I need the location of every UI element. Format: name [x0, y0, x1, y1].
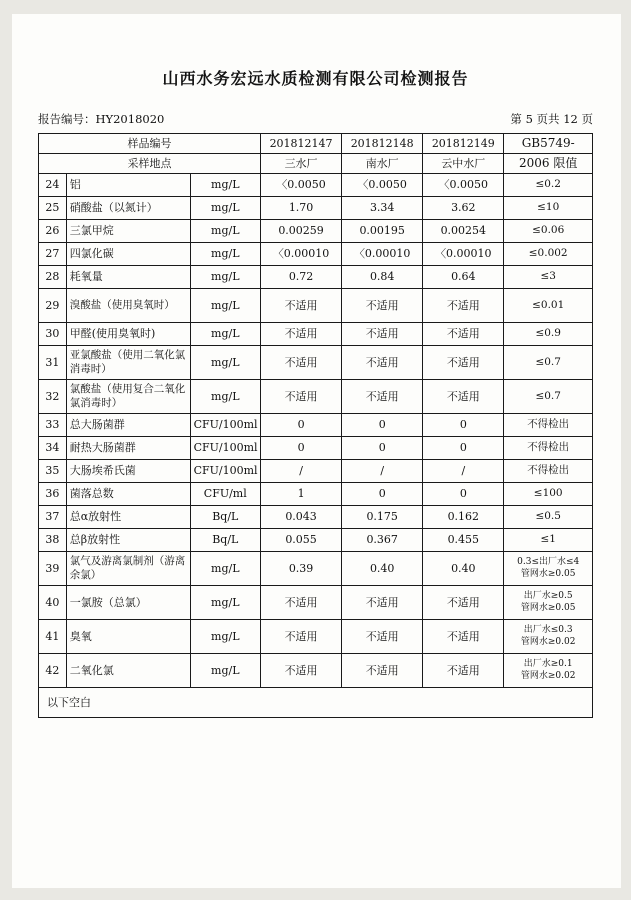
row-value-1: 〈0.0050	[342, 174, 423, 197]
row-unit: mg/L	[190, 552, 260, 586]
row-item-name: 大肠埃希氏菌	[66, 460, 190, 483]
row-value-1: 0.00195	[342, 220, 423, 243]
row-value-1: 3.34	[342, 197, 423, 220]
row-item-name: 耗氧量	[66, 266, 190, 289]
row-limit: ≤0.5	[504, 506, 593, 529]
row-item-name: 四氯化碳	[66, 243, 190, 266]
table-row	[39, 323, 593, 346]
row-value-1: 不适用	[342, 289, 423, 323]
row-value-1: 0	[342, 437, 423, 460]
row-value-2: 0.64	[423, 266, 504, 289]
row-unit: mg/L	[190, 266, 260, 289]
row-value-0: 不适用	[261, 289, 342, 323]
row-value-1: 0	[342, 414, 423, 437]
row-value-1: /	[342, 460, 423, 483]
header-sample-number-2: 201812149	[423, 134, 504, 154]
row-value-2: 不适用	[423, 620, 504, 654]
row-value-1: 不适用	[342, 380, 423, 414]
row-limit: 出厂水≥0.1 管网水≥0.02	[504, 654, 593, 688]
row-unit: CFU/ml	[190, 483, 260, 506]
report-number: 报告编号：HY2018020	[38, 112, 165, 126]
row-unit: mg/L	[190, 586, 260, 620]
row-limit: 不得检出	[504, 460, 593, 483]
row-value-0: 0.72	[261, 266, 342, 289]
table-row	[39, 654, 593, 688]
table-row	[39, 289, 593, 323]
row-item-name: 菌落总数	[66, 483, 190, 506]
row-value-0: 0.00259	[261, 220, 342, 243]
row-number: 33	[39, 414, 67, 437]
scan-edge-left	[0, 0, 12, 900]
row-value-2: 0	[423, 437, 504, 460]
row-item-name: 耐热大肠菌群	[66, 437, 190, 460]
scan-edge-right	[621, 0, 631, 900]
row-number: 26	[39, 220, 67, 243]
row-value-2: 不适用	[423, 380, 504, 414]
row-number: 35	[39, 460, 67, 483]
row-unit: Bq/L	[190, 506, 260, 529]
row-limit: ≤0.7	[504, 380, 593, 414]
header-limit-line2: 2006 限值	[504, 154, 593, 174]
row-value-0: 0	[261, 414, 342, 437]
row-value-2: 0.00254	[423, 220, 504, 243]
row-number: 30	[39, 323, 67, 346]
row-value-2: /	[423, 460, 504, 483]
row-number: 29	[39, 289, 67, 323]
row-value-0: 0.055	[261, 529, 342, 552]
row-value-1: 0	[342, 483, 423, 506]
header-sample-no-label: 样品编号	[39, 134, 261, 154]
blank-note: 以下空白	[38, 688, 593, 718]
row-value-2: 不适用	[423, 289, 504, 323]
row-item-name: 一氯胺（总氯）	[66, 586, 190, 620]
row-value-0: 0.39	[261, 552, 342, 586]
row-unit: mg/L	[190, 289, 260, 323]
row-number: 42	[39, 654, 67, 688]
row-value-2: 不适用	[423, 586, 504, 620]
table-header-row-sample	[39, 134, 593, 154]
row-limit: 出厂水≤0.3 管网水≥0.02	[504, 620, 593, 654]
row-item-name: 总大肠菌群	[66, 414, 190, 437]
row-limit: ≤0.01	[504, 289, 593, 323]
row-number: 32	[39, 380, 67, 414]
table-row	[39, 243, 593, 266]
row-unit: mg/L	[190, 174, 260, 197]
scan-edge-bottom	[0, 888, 631, 900]
row-limit: 不得检出	[504, 414, 593, 437]
table-row	[39, 220, 593, 243]
row-item-name: 硝酸盐（以氮计）	[66, 197, 190, 220]
row-value-0: 1.70	[261, 197, 342, 220]
row-item-name: 溴酸盐（使用臭氧时）	[66, 289, 190, 323]
row-unit: Bq/L	[190, 529, 260, 552]
table-row	[39, 529, 593, 552]
table-row	[39, 460, 593, 483]
row-value-2: 〈0.00010	[423, 243, 504, 266]
row-unit: CFU/100ml	[190, 460, 260, 483]
row-value-0: 0	[261, 437, 342, 460]
row-value-1: 不适用	[342, 654, 423, 688]
row-value-0: 不适用	[261, 586, 342, 620]
row-unit: CFU/100ml	[190, 414, 260, 437]
row-item-name: 甲醛(使用臭氧时)	[66, 323, 190, 346]
table-row	[39, 414, 593, 437]
header-sample-number-1: 201812148	[342, 134, 423, 154]
scan-edge-top	[0, 0, 631, 14]
row-unit: mg/L	[190, 323, 260, 346]
row-value-0: /	[261, 460, 342, 483]
row-limit: ≤0.002	[504, 243, 593, 266]
table-header-row-site	[39, 154, 593, 174]
row-unit: mg/L	[190, 243, 260, 266]
row-number: 36	[39, 483, 67, 506]
table-row	[39, 380, 593, 414]
row-item-name: 二氧化氯	[66, 654, 190, 688]
row-limit: ≤10	[504, 197, 593, 220]
row-limit: ≤0.06	[504, 220, 593, 243]
table-row	[39, 586, 593, 620]
row-value-0: 1	[261, 483, 342, 506]
row-number: 38	[39, 529, 67, 552]
row-value-1: 0.367	[342, 529, 423, 552]
row-limit: 不得检出	[504, 437, 593, 460]
row-item-name: 氯酸盐（使用复合二氧化氯消毒时）	[66, 380, 190, 414]
row-number: 37	[39, 506, 67, 529]
row-limit: ≤1	[504, 529, 593, 552]
row-value-0: 0.043	[261, 506, 342, 529]
row-value-2: 〈0.0050	[423, 174, 504, 197]
table-row	[39, 620, 593, 654]
row-value-0: 〈0.0050	[261, 174, 342, 197]
row-number: 28	[39, 266, 67, 289]
row-number: 34	[39, 437, 67, 460]
water-quality-table	[38, 133, 593, 688]
row-value-2: 0.162	[423, 506, 504, 529]
page-title: 山西水务宏远水质检测有限公司检测报告	[162, 69, 469, 88]
row-unit: mg/L	[190, 654, 260, 688]
row-number: 24	[39, 174, 67, 197]
row-item-name: 铝	[66, 174, 190, 197]
row-item-name: 三氯甲烷	[66, 220, 190, 243]
row-value-2: 不适用	[423, 323, 504, 346]
header-site-2: 云中水厂	[423, 154, 504, 174]
report-meta	[38, 111, 593, 127]
header-site-1: 南水厂	[342, 154, 423, 174]
row-value-2: 不适用	[423, 346, 504, 380]
row-value-2: 0	[423, 414, 504, 437]
row-value-1: 不适用	[342, 586, 423, 620]
row-unit: mg/L	[190, 220, 260, 243]
row-value-0: 不适用	[261, 346, 342, 380]
row-value-1: 0.175	[342, 506, 423, 529]
table-row	[39, 437, 593, 460]
row-value-2: 3.62	[423, 197, 504, 220]
row-number: 40	[39, 586, 67, 620]
row-item-name: 总α放射性	[66, 506, 190, 529]
row-value-0: 不适用	[261, 380, 342, 414]
header-site-0: 三水厂	[261, 154, 342, 174]
header-sampling-site-label: 采样地点	[39, 154, 261, 174]
row-unit: CFU/100ml	[190, 437, 260, 460]
row-limit: 出厂水≥0.5 管网水≥0.05	[504, 586, 593, 620]
row-unit: mg/L	[190, 197, 260, 220]
row-limit: ≤100	[504, 483, 593, 506]
row-limit: ≤0.2	[504, 174, 593, 197]
row-number: 41	[39, 620, 67, 654]
row-value-0: 不适用	[261, 654, 342, 688]
row-value-2: 0	[423, 483, 504, 506]
table-row	[39, 174, 593, 197]
row-value-1: 〈0.00010	[342, 243, 423, 266]
row-limit: ≤0.9	[504, 323, 593, 346]
row-limit: ≤0.7	[504, 346, 593, 380]
row-item-name: 氯气及游离氯制剂（游离余氯）	[66, 552, 190, 586]
page-number: 第 5 页共 12 页	[510, 112, 593, 126]
row-limit: 0.3≤出厂水≤4 管网水≥0.05	[504, 552, 593, 586]
row-item-name: 臭氧	[66, 620, 190, 654]
row-item-name: 亚氯酸盐（使用二氧化氯消毒时）	[66, 346, 190, 380]
row-value-0: 〈0.00010	[261, 243, 342, 266]
row-value-1: 0.84	[342, 266, 423, 289]
row-unit: mg/L	[190, 380, 260, 414]
row-value-2: 0.455	[423, 529, 504, 552]
row-unit: mg/L	[190, 346, 260, 380]
table-row	[39, 483, 593, 506]
table-row	[39, 266, 593, 289]
table-row	[39, 552, 593, 586]
row-value-2: 0.40	[423, 552, 504, 586]
row-number: 31	[39, 346, 67, 380]
row-number: 27	[39, 243, 67, 266]
row-value-0: 不适用	[261, 620, 342, 654]
row-unit: mg/L	[190, 620, 260, 654]
table-row	[39, 197, 593, 220]
row-number: 25	[39, 197, 67, 220]
row-value-1: 不适用	[342, 346, 423, 380]
row-value-0: 不适用	[261, 323, 342, 346]
row-item-name: 总β放射性	[66, 529, 190, 552]
row-value-1: 不适用	[342, 620, 423, 654]
table-row	[39, 346, 593, 380]
table-row	[39, 506, 593, 529]
header-sample-number-0: 201812147	[261, 134, 342, 154]
row-number: 39	[39, 552, 67, 586]
row-value-1: 0.40	[342, 552, 423, 586]
row-limit: ≤3	[504, 266, 593, 289]
row-value-2: 不适用	[423, 654, 504, 688]
row-value-1: 不适用	[342, 323, 423, 346]
header-limit-line1: GB5749-	[504, 134, 593, 154]
